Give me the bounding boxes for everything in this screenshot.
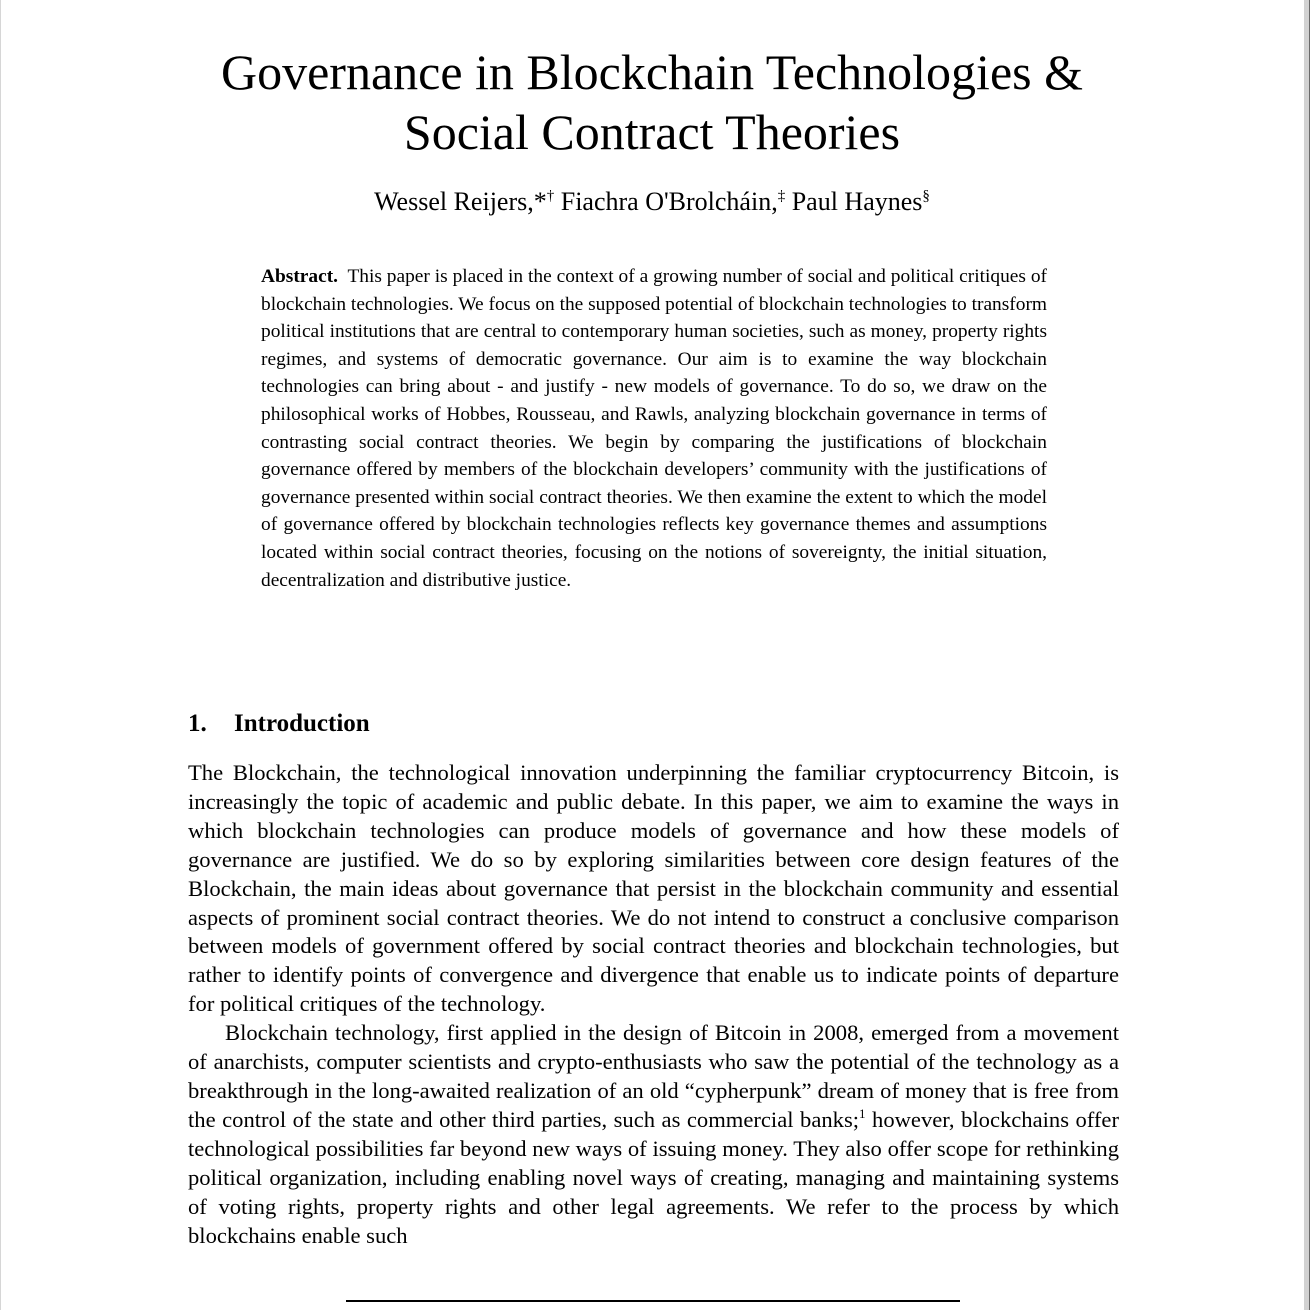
footnote-reference[interactable]: 1: [859, 1105, 866, 1121]
page-edge-left: [0, 0, 1, 1310]
author-list: [150, 185, 1154, 219]
abstract-label: Abstract.: [261, 266, 339, 287]
author-name: Fiachra O'Brolcháin,: [560, 187, 778, 216]
section-heading: [188, 707, 370, 741]
author-affiliation-mark: ‡: [777, 188, 786, 204]
section-number: 1.: [188, 710, 207, 737]
paragraph-text: Blockchain technology, first applied in the design of Bitcoin in 2008, emerged from a movement of anarchists, computer scientists and crypto-enthusiasts who saw the potential of the technology as a breakthrough in the long-awaited realization of an old “cypherpunk” dream of money that is free from the control of the state and other third parties, such as commercial banks;: [188, 1020, 1119, 1132]
author-name: Paul Haynes: [791, 187, 923, 216]
title-line-2: Social Contract Theories: [403, 104, 901, 160]
title-line-1: Governance in Blockchain Technologies &: [221, 44, 1083, 100]
body-paragraph: The Blockchain, the technological innovation underpinning the familiar cryptocurrency Bitcoin, is increasingly the topic of academic and public debate. In this paper, we aim to examine the ways in which blockchain technologies can produce models of governance and how these models of governance are justified. We do so by exploring similarities between core design features of the Blockchain, the main ideas about governance that persist in the blockchain community and essential aspects of prominent social contract theories. We do not intend to construct a conclusive comparison between models of government offered by social contract theories and blockchain technologies, but rather to identify points of convergence and divergence that enable us to indicate points of departure for political critiques of the technology.: [188, 760, 1119, 1017]
author-affiliation-mark: †: [546, 188, 555, 204]
abstract: [261, 263, 1047, 594]
author-name: Wessel Reijers,: [374, 187, 534, 216]
footnote-separator: [346, 1300, 960, 1302]
body-paragraph: [188, 1019, 1119, 1250]
author-mark: *: [533, 187, 547, 216]
section-title: Introduction: [234, 710, 370, 737]
paper-title: [150, 42, 1154, 162]
paragraph-text: however, blockchains offer technological possibilities far beyond new ways of issuing money. They also offer scope for rethinking political organization, including enabling novel ways of creating, managing and maintaining systems of voting rights, property rights and other legal agreements. We refer to the process by which blockchains enable such: [188, 1106, 1119, 1248]
abstract-text: This paper is placed in the context of a growing number of social and political critiques of blockchain technologies. We focus on the supposed potential of blockchain technologies to transform political institutions that are central to contemporary human societies, such as money, property rights regimes, and systems of democratic governance. Our aim is to examine the way blockchain technologies can bring about - and justify - new models of governance. To do so, we draw on the philosophical works of Hobbes, Rousseau, and Rawls, analyzing blockchain governance in terms of contrasting social contract theories. We begin by comparing the justifications of blockchain governance offered by members of the blockchain developers’ community with the justifications of governance presented within social contract theories. We then examine the extent to which the model of governance offered by blockchain technologies reflects key governance themes and assumptions located within social contract theories, focusing on the notions of sovereignty, the initial situation, decentralization and distributive justice.: [261, 266, 1047, 591]
section-body: [188, 759, 1119, 1250]
author-affiliation-mark: §: [922, 188, 930, 204]
